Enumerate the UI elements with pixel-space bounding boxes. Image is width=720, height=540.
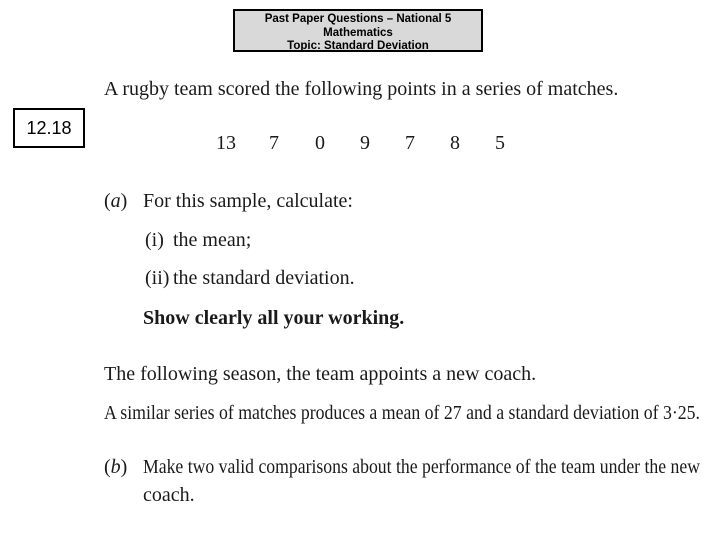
part-a-label: (a) [104,190,128,212]
part-a-i-text: the mean; [173,229,252,251]
context-line-1: The following season, the team appoints a new coach. [104,363,537,385]
working-instruction: Show clearly all your working. [143,307,405,329]
part-b-text-line-1: Make two valid comparisons about the performance of the team under the new [143,456,700,478]
part-a-i-label: (i) [145,229,164,251]
title-box [233,9,483,52]
points-list [0,132,720,158]
title-line-2: Mathematics [323,26,393,39]
part-a-ii-label: (ii) [145,267,170,289]
points-value: 13 [216,132,236,154]
points-value: 8 [450,132,460,154]
question-number: 12.18 [13,108,85,148]
question-intro: A rugby team scored the following points in a series of matches. [104,78,619,100]
title-line-1: Past Paper Questions – National 5 [264,13,452,25]
part-b-text-line-2: coach. [143,484,195,506]
part-a-prompt: For this sample, calculate: [143,190,353,212]
points-value: 5 [495,132,505,154]
title-line-3: Topic: Standard Deviation [287,40,429,52]
points-value: 9 [360,132,370,154]
points-value: 7 [405,132,415,154]
points-value: 7 [269,132,279,154]
part-a-ii-text: the standard deviation. [173,267,355,289]
context-line-2: A similar series of matches produces a mean of 27 and a standard deviation of 3·25. [104,402,700,424]
part-b-label: (b) [104,456,128,478]
points-value: 0 [315,132,325,154]
